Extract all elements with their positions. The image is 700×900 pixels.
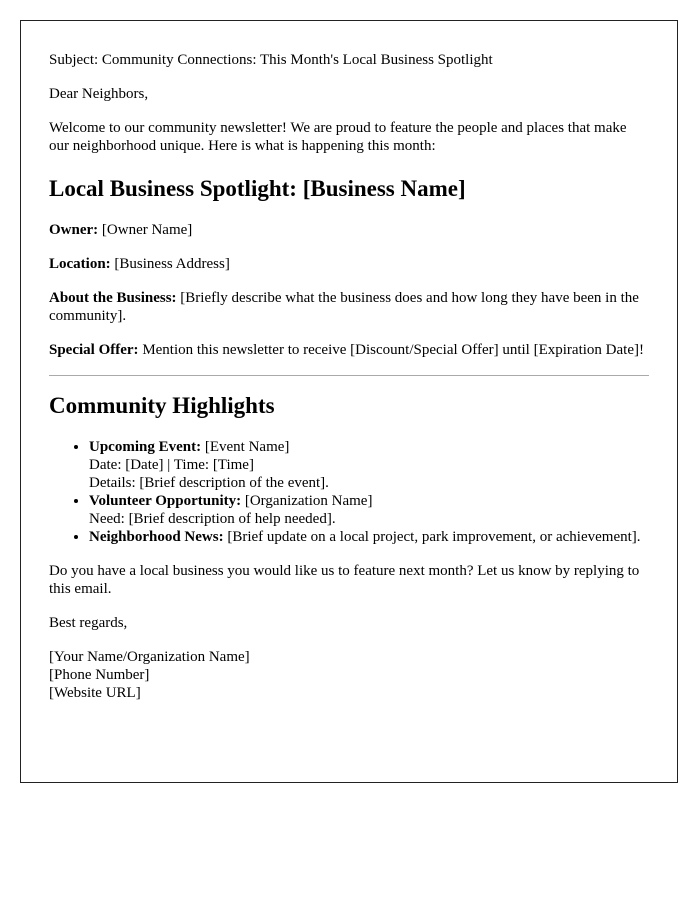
event-date-time: Date: [Date] | Time: [Time] (89, 457, 254, 473)
signoff: Best regards, (49, 615, 128, 631)
owner-value: [Owner Name] (98, 222, 193, 238)
about-label: About the Business: (49, 290, 177, 306)
section-divider (49, 375, 649, 376)
owner-field (49, 221, 649, 239)
offer-field (49, 341, 649, 359)
signature-phone: [Phone Number] (49, 667, 150, 683)
signature-block (49, 648, 649, 702)
volunteer-label: Volunteer Opportunity: (89, 493, 242, 509)
subject-line: Subject: Community Connections: This Month's Local Business Spotlight (49, 52, 493, 68)
event-details: Details: [Brief description of the event]. (89, 475, 329, 491)
volunteer-need: Need: [Brief description of help needed]. (89, 511, 336, 527)
newsletter-letter (20, 20, 678, 783)
location-field (49, 255, 649, 273)
highlight-item-news (89, 528, 649, 546)
about-value: [Briefly describe what the business does and how long they have been in the community]. (49, 290, 639, 324)
highlight-item-volunteer (89, 492, 649, 528)
news-value: [Brief update on a local project, park improvement, or achievement]. (223, 529, 641, 545)
spotlight-heading: Local Business Spotlight: [Business Name] (49, 176, 466, 201)
owner-label: Owner: (49, 222, 99, 238)
event-value: [Event Name] (201, 439, 290, 455)
offer-label: Special Offer: (49, 342, 139, 358)
highlight-item-event (89, 438, 649, 492)
highlights-list (49, 438, 649, 546)
about-field (49, 289, 649, 325)
signature-website: [Website URL] (49, 685, 141, 701)
greeting: Dear Neighbors, (49, 86, 149, 102)
location-value: [Business Address] (110, 256, 230, 272)
offer-value: Mention this newsletter to receive [Discount/Special Offer] until [Expiration Date]! (138, 342, 644, 358)
volunteer-value: [Organization Name] (241, 493, 373, 509)
highlights-heading: Community Highlights (49, 393, 275, 418)
news-label: Neighborhood News: (89, 529, 224, 545)
intro-paragraph: Welcome to our community newsletter! We are proud to feature the people and places that make our neighborhood unique. Here is what is happening this month: (49, 120, 627, 154)
closing-question: Do you have a local business you would like us to feature next month? Let us know by replying to this email. (49, 563, 640, 597)
signature-name: [Your Name/Organization Name] (49, 649, 250, 665)
location-label: Location: (49, 256, 111, 272)
event-label: Upcoming Event: (89, 439, 202, 455)
